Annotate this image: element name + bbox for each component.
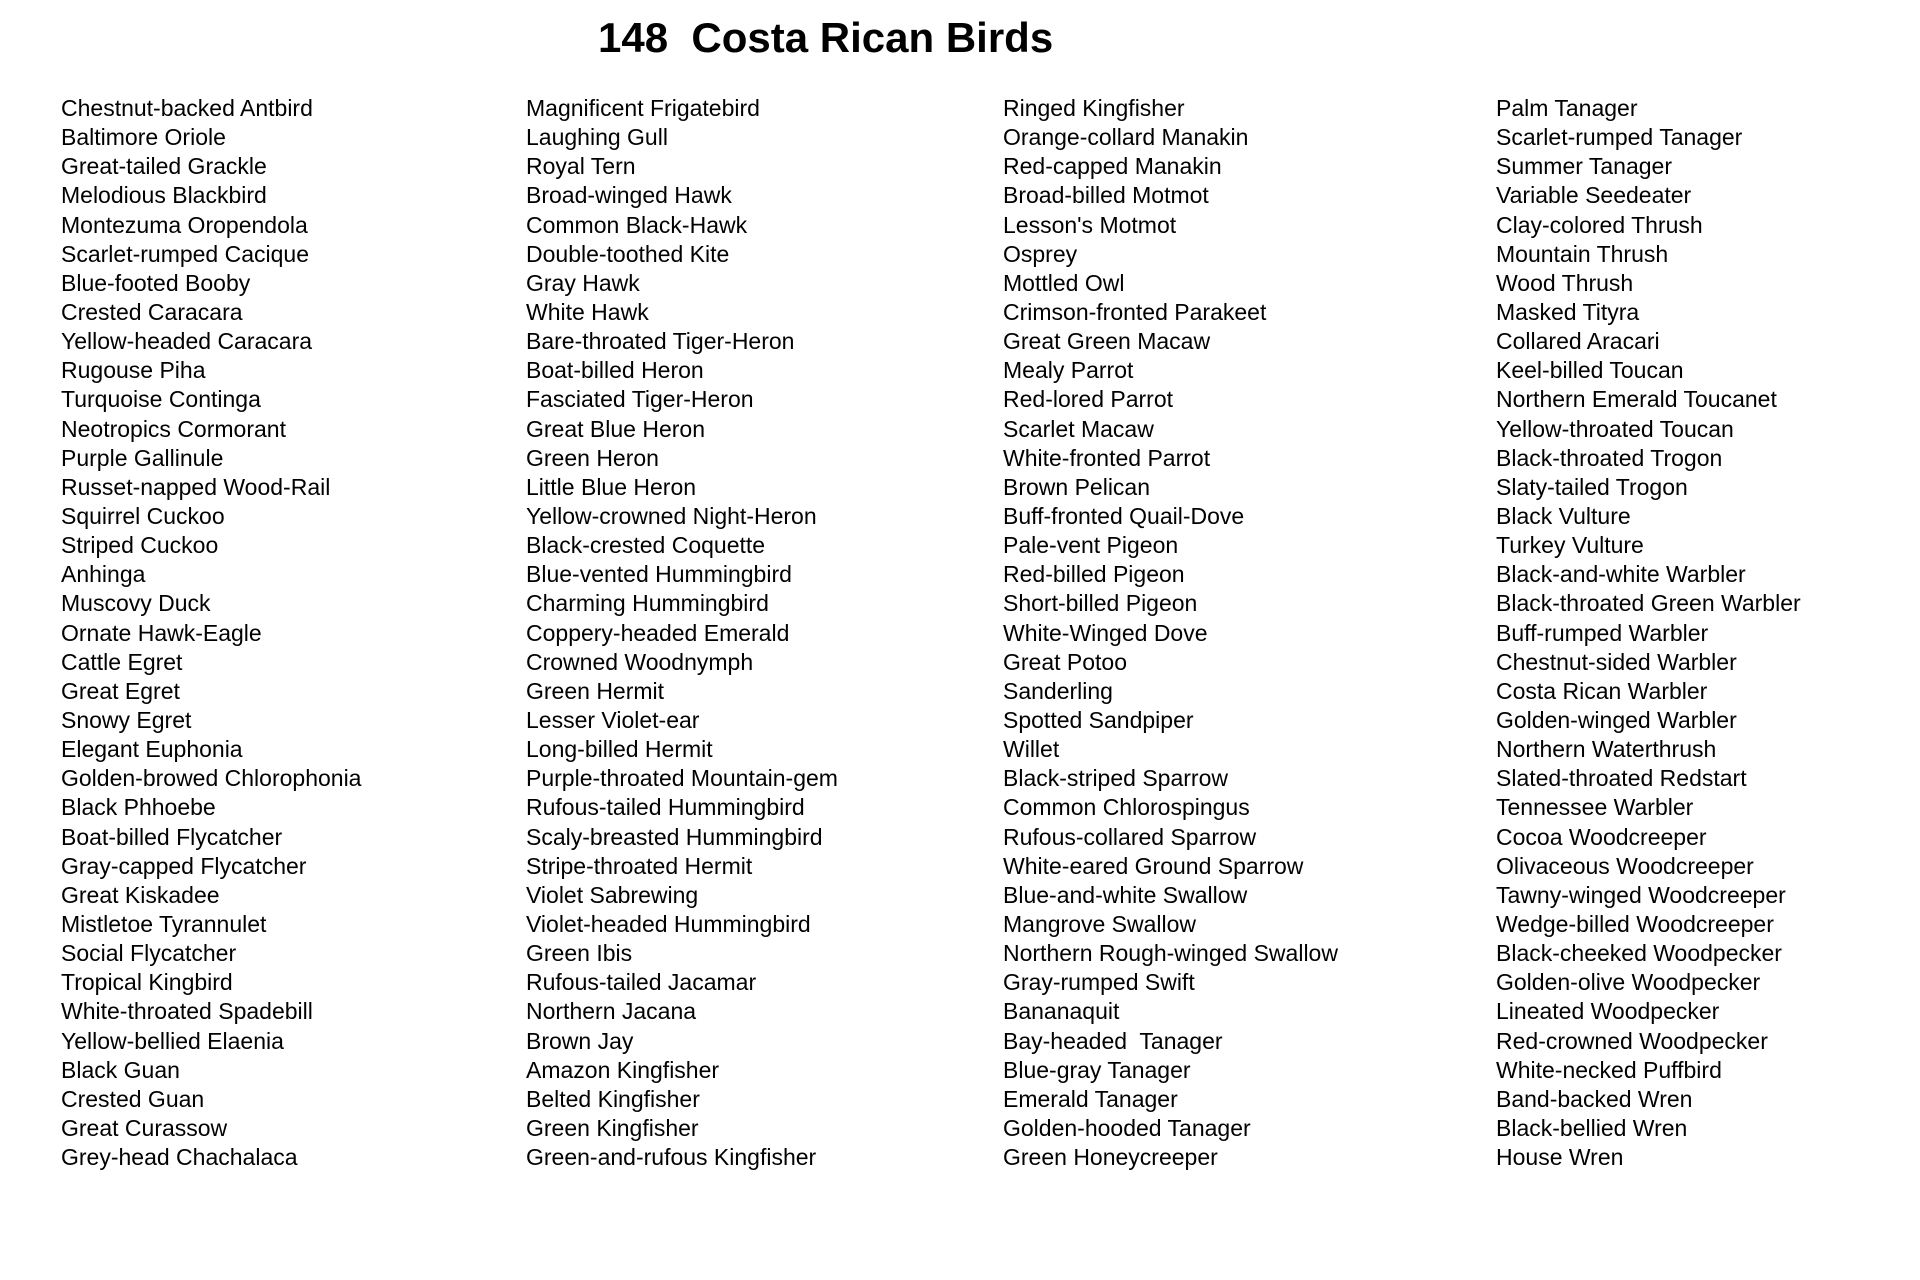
bird-name: Royal Tern <box>526 153 636 180</box>
bird-name: Tawny-winged Woodcreeper <box>1496 881 1786 908</box>
bird-name: Violet Sabrewing <box>526 881 699 908</box>
bird-name: Golden-hooded Tanager <box>1003 1114 1251 1141</box>
bird-name: Muscovy Duck <box>61 590 211 617</box>
bird-name: Scarlet-rumped Cacique <box>61 240 310 267</box>
bird-name: Common Black-Hawk <box>526 211 748 238</box>
bird-name: Chestnut-backed Antbird <box>61 95 313 121</box>
bird-name: Black Guan <box>61 1056 180 1083</box>
bird-name: Mistletoe Tyrannulet <box>61 910 267 937</box>
bird-name: Bay-headed Tanager <box>1003 1027 1223 1054</box>
bird-name: Boat-billed Flycatcher <box>61 823 283 850</box>
bird-name: Bananaquit <box>1003 998 1120 1025</box>
bird-name: Broad-billed Motmot <box>1003 182 1209 209</box>
bird-name: Red-lored Parrot <box>1003 386 1174 413</box>
bird-name: Buff-fronted Quail-Dove <box>1003 502 1245 529</box>
bird-name: Gray-capped Flycatcher <box>61 852 307 879</box>
bird-name: Spotted Sandpiper <box>1003 706 1194 733</box>
bird-name: Stripe-throated Hermit <box>526 852 753 879</box>
bird-name: Rufous-tailed Hummingbird <box>526 794 805 821</box>
bird-name: Baltimore Oriole <box>61 124 226 151</box>
bird-name: Black-striped Sparrow <box>1003 765 1228 792</box>
bird-name: Rufous-tailed Jacamar <box>526 969 757 996</box>
bird-name: Black-cheeked Woodpecker <box>1496 940 1782 967</box>
bird-name: Red-crowned Woodpecker <box>1496 1027 1768 1054</box>
bird-name: Magnificent Frigatebird <box>526 95 760 121</box>
bird-name: Great-tailed Grackle <box>61 153 267 180</box>
bird-name: Turkey Vulture <box>1496 532 1644 559</box>
bird-name: Northern Rough-winged Swallow <box>1003 940 1338 967</box>
bird-column-4 <box>1496 94 1801 1172</box>
page-title: 148 Costa Rican Birds <box>598 14 1054 61</box>
bird-name: Blue-and-white Swallow <box>1003 881 1248 908</box>
bird-name: Montezuma Oropendola <box>61 211 308 238</box>
bird-name: Violet-headed Hummingbird <box>526 910 811 937</box>
bird-name: Striped Cuckoo <box>61 532 219 559</box>
bird-name: Willet <box>1003 736 1060 763</box>
bird-name: Green Hermit <box>526 677 665 704</box>
bird-name: Mealy Parrot <box>1003 357 1134 384</box>
bird-name: Slated-throated Redstart <box>1496 765 1747 792</box>
bird-name: Anhinga <box>61 561 146 588</box>
bird-name: Charming Hummingbird <box>526 590 769 617</box>
bird-name: White-Winged Dove <box>1003 619 1208 646</box>
bird-name: Black-throated Green Warbler <box>1496 590 1801 617</box>
bird-name: Blue-gray Tanager <box>1003 1056 1191 1083</box>
bird-column-3 <box>1003 94 1338 1172</box>
bird-name: Amazon Kingfisher <box>526 1056 720 1083</box>
bird-name: Green Kingfisher <box>526 1114 699 1141</box>
bird-name: Scarlet Macaw <box>1003 415 1154 442</box>
bird-name: Palm Tanager <box>1496 95 1638 121</box>
bird-name: Tropical Kingbird <box>61 969 233 996</box>
bird-name: Green-and-rufous Kingfisher <box>526 1144 817 1171</box>
bird-name: Olivaceous Woodcreeper <box>1496 852 1754 879</box>
bird-name: Crested Guan <box>61 1085 205 1112</box>
bird-name: Gray-rumped Swift <box>1003 969 1195 996</box>
bird-name: Ornate Hawk-Eagle <box>61 619 262 646</box>
bird-name: Collared Aracari <box>1496 328 1660 355</box>
bird-name: Tennessee Warbler <box>1496 794 1694 821</box>
bird-name: Elegant Euphonia <box>61 736 243 763</box>
bird-name: Common Chlorospingus <box>1003 794 1250 821</box>
bird-name: Neotropics Cormorant <box>61 415 286 442</box>
bird-name: Cattle Egret <box>61 648 183 675</box>
bird-name: Melodious Blackbird <box>61 182 267 209</box>
bird-name: Yellow-throated Toucan <box>1496 415 1734 442</box>
bird-name: Green Honeycreeper <box>1003 1144 1218 1171</box>
bird-name: Great Green Macaw <box>1003 328 1211 355</box>
bird-name: Russet-napped Wood-Rail <box>61 473 331 500</box>
bird-name: Green Ibis <box>526 940 633 967</box>
bird-name: Blue-footed Booby <box>61 269 251 296</box>
bird-name: Little Blue Heron <box>526 473 697 500</box>
bird-name: Social Flycatcher <box>61 940 237 967</box>
bird-name: Sanderling <box>1003 677 1113 704</box>
bird-name: Short-billed Pigeon <box>1003 590 1198 617</box>
bird-name: Blue-vented Hummingbird <box>526 561 792 588</box>
bird-name: Black-throated Trogon <box>1496 444 1723 471</box>
bird-name: Black-and-white Warbler <box>1496 561 1746 588</box>
bird-name: Red-billed Pigeon <box>1003 561 1185 588</box>
bird-name: Purple-throated Mountain-gem <box>526 765 838 792</box>
bird-name: Variable Seedeater <box>1496 182 1692 209</box>
bird-name: Rugouse Piha <box>61 357 206 384</box>
bird-name: Great Egret <box>61 677 180 704</box>
bird-name: Pale-vent Pigeon <box>1003 532 1179 559</box>
bird-name: Osprey <box>1003 240 1078 267</box>
bird-name: Orange-collard Manakin <box>1003 124 1249 151</box>
bird-name: Crowned Woodnymph <box>526 648 754 675</box>
bird-name: Purple Gallinule <box>61 444 224 471</box>
bird-name: White-necked Puffbird <box>1496 1056 1722 1083</box>
bird-name: Mountain Thrush <box>1496 240 1669 267</box>
bird-name: Emerald Tanager <box>1003 1085 1178 1112</box>
bird-name: Chestnut-sided Warbler <box>1496 648 1737 675</box>
bird-name: Northern Waterthrush <box>1496 736 1717 763</box>
bird-name: Gray Hawk <box>526 269 640 296</box>
bird-name: Lesser Violet-ear <box>526 706 700 733</box>
bird-list <box>0 94 1920 1214</box>
bird-name: Double-toothed Kite <box>526 240 730 267</box>
bird-name: Yellow-bellied Elaenia <box>61 1027 284 1054</box>
bird-name: Black-bellied Wren <box>1496 1114 1688 1141</box>
bird-name: Yellow-crowned Night-Heron <box>526 502 817 529</box>
bird-name: Northern Emerald Toucanet <box>1496 386 1777 413</box>
bird-name: Crimson-fronted Parakeet <box>1003 298 1267 325</box>
bird-name: Great Blue Heron <box>526 415 705 442</box>
bird-name: Laughing Gull <box>526 124 668 151</box>
bird-name: Lesson's Motmot <box>1003 211 1177 238</box>
bird-name: Costa Rican Warbler <box>1496 677 1708 704</box>
bird-name: Belted Kingfisher <box>526 1085 700 1112</box>
bird-name: Clay-colored Thrush <box>1496 211 1703 238</box>
bird-name: Grey-head Chachalaca <box>61 1144 298 1171</box>
bird-name: Black Vulture <box>1496 502 1631 529</box>
bird-column-2 <box>526 94 838 1172</box>
bird-name: Ringed Kingfisher <box>1003 95 1185 121</box>
bird-name: Green Heron <box>526 444 659 471</box>
bird-name: Coppery-headed Emerald <box>526 619 790 646</box>
bird-name: Bare-throated Tiger-Heron <box>526 328 795 355</box>
bird-name: Buff-rumped Warbler <box>1496 619 1709 646</box>
bird-name: Brown Jay <box>526 1027 634 1054</box>
bird-name: Boat-billed Heron <box>526 357 704 384</box>
bird-name: House Wren <box>1496 1144 1624 1171</box>
bird-name: Golden-winged Warbler <box>1496 706 1737 733</box>
bird-name: Wood Thrush <box>1496 269 1634 296</box>
bird-name: Red-capped Manakin <box>1003 153 1222 180</box>
bird-name: Scaly-breasted Hummingbird <box>526 823 823 850</box>
bird-name: Lineated Woodpecker <box>1496 998 1720 1025</box>
bird-name: Turquoise Continga <box>61 386 261 413</box>
bird-name: Cocoa Woodcreeper <box>1496 823 1707 850</box>
bird-name: White-throated Spadebill <box>61 998 313 1025</box>
bird-name: Mangrove Swallow <box>1003 910 1197 937</box>
bird-name: Golden-browed Chlorophonia <box>61 765 362 792</box>
bird-name: Broad-winged Hawk <box>526 182 732 209</box>
bird-name: Fasciated Tiger-Heron <box>526 386 754 413</box>
bird-name: Great Potoo <box>1003 648 1128 675</box>
bird-name: Crested Caracara <box>61 298 243 325</box>
bird-name: Keel-billed Toucan <box>1496 357 1684 384</box>
bird-name: White-eared Ground Sparrow <box>1003 852 1304 879</box>
bird-name: White-fronted Parrot <box>1003 444 1211 471</box>
bird-name: Summer Tanager <box>1496 153 1672 180</box>
bird-name: Golden-olive Woodpecker <box>1496 969 1761 996</box>
bird-name: Mottled Owl <box>1003 269 1125 296</box>
bird-name: White Hawk <box>526 298 649 325</box>
bird-name: Black Phhoebe <box>61 794 216 821</box>
bird-name: Yellow-headed Caracara <box>61 328 313 355</box>
bird-name: Black-crested Coquette <box>526 532 766 559</box>
bird-name: Slaty-tailed Trogon <box>1496 473 1688 500</box>
bird-name: Long-billed Hermit <box>526 736 713 763</box>
bird-name: Great Kiskadee <box>61 881 220 908</box>
bird-name: Band-backed Wren <box>1496 1085 1693 1112</box>
bird-name: Snowy Egret <box>61 706 192 733</box>
bird-name: Squirrel Cuckoo <box>61 502 225 529</box>
bird-name: Scarlet-rumped Tanager <box>1496 124 1743 151</box>
bird-name: Brown Pelican <box>1003 473 1151 500</box>
bird-name: Rufous-collared Sparrow <box>1003 823 1257 850</box>
bird-column-1 <box>61 94 361 1172</box>
bird-name: Northern Jacana <box>526 998 697 1025</box>
bird-name: Wedge-billed Woodcreeper <box>1496 910 1774 937</box>
bird-name: Masked Tityra <box>1496 298 1640 325</box>
bird-name: Great Curassow <box>61 1114 228 1141</box>
